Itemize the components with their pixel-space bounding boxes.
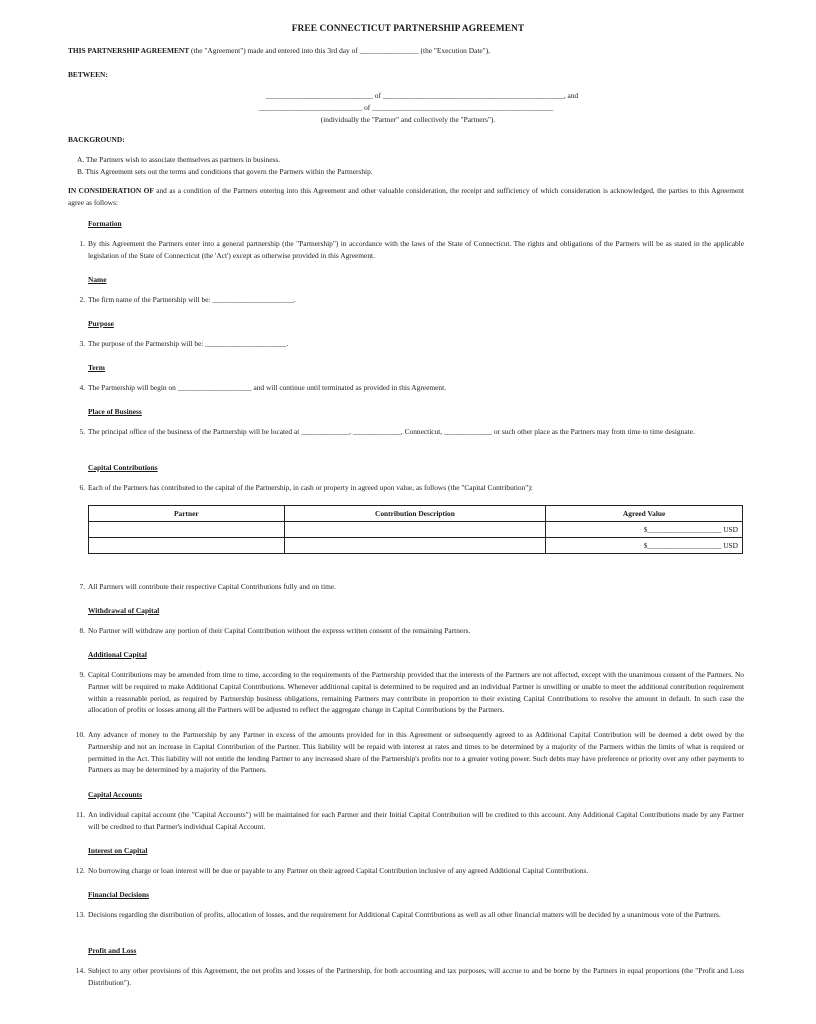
between-heading: BETWEEN: (68, 70, 108, 79)
table-cell-agreed-value: $____________________ USD (546, 538, 743, 554)
party-line-2: ____________________________ of _________________________________________________ (258, 103, 554, 112)
table-header-partner: Partner (89, 506, 285, 522)
consideration-paragraph (68, 185, 744, 209)
party-note: (individually the "Partner" and collectively the "Partners"). (320, 115, 496, 124)
clause-number: 5. (79, 427, 85, 436)
clause-number: 12. (75, 866, 85, 875)
document-title: FREE CONNECTICUT PARTNERSHIP AGREEMENT (291, 24, 525, 34)
table-cell-partner (89, 522, 285, 538)
background-item-a-label: A. (77, 155, 85, 164)
background-item-b (77, 166, 373, 178)
section-heading-additional-capital: Additional Capital (88, 650, 147, 659)
table-cell-description (284, 522, 546, 538)
clause-text: An individual capital account (the "Capital Accounts") will be maintained for each Partner and their Initial Capital Contribution will be credited to this account. Any Additional Capital Contributions made by any Partner will be credited to that Partner's individual Capital Account. (88, 810, 744, 831)
background-heading: BACKGROUND: (68, 135, 125, 144)
party-line-1: _____________________________ of _________________________________________________, and (265, 91, 579, 100)
table-header-description: Contribution Description (284, 506, 546, 522)
section-heading-financial-decisions: Financial Decisions (88, 890, 149, 899)
section-heading-name: Name (88, 275, 107, 284)
clause-number: 13. (75, 910, 85, 919)
clause-text: The Partnership will begin on ____________________ and will continue until terminated as provided in this Agreement. (88, 383, 446, 392)
section-heading-place-of-business: Place of Business (88, 407, 142, 416)
table-header-row (89, 506, 743, 522)
intro-bold: THIS PARTNERSHIP AGREEMENT (68, 46, 190, 55)
table-cell-agreed-value: $____________________ USD (546, 522, 743, 538)
section-heading-capital-accounts: Capital Accounts (88, 790, 142, 799)
clause-number: 3. (79, 339, 85, 348)
clause-text: Subject to any other provisions of this Agreement, the net profits and losses of the Partnership, for both accounting and tax purposes, will accrue to and be borne by the Partners in equal proportions (the "Profit and Loss Distribution"). (88, 966, 744, 987)
table-cell-partner (89, 538, 285, 554)
section-heading-purpose: Purpose (88, 319, 114, 328)
clause-text: Decisions regarding the distribution of profits, allocation of losses, and the requirement for Additional Capital Contributions as well as all other financial matters will be decided by a unanimous vote of the Partners. (88, 910, 721, 919)
table-header-agreed-value: Agreed Value (546, 506, 743, 522)
clause-number: 1. (79, 239, 85, 248)
section-heading-interest: Interest on Capital (88, 846, 148, 855)
section-heading-capital-contributions: Capital Contributions (88, 463, 158, 472)
section-heading-term: Term (88, 363, 105, 372)
background-item-a-text: The Partners wish to associate themselves as partners in business. (85, 155, 281, 164)
section-heading-formation: Formation (88, 219, 122, 228)
clause-number: 11. (76, 810, 85, 819)
clause-number: 8. (79, 626, 85, 635)
background-item-b-text: This Agreement sets out the terms and conditions that govern the Partners within the Partnership. (85, 167, 373, 176)
clause-number: 4. (79, 383, 85, 392)
clause-number: 7. (79, 582, 85, 591)
table-row (89, 538, 743, 554)
clause-number: 9. (79, 670, 85, 679)
section-heading-withdrawal: Withdrawal of Capital (88, 606, 160, 615)
intro-paragraph (68, 45, 490, 57)
consideration-rest: and as a condition of the Partners entering into this Agreement and other valuable consideration, the receipt and sufficiency of which consideration is acknowledged, the parties to this Agreement agree as follows: (68, 186, 745, 207)
clause-number: 2. (79, 295, 85, 304)
capital-contribution-table (88, 505, 743, 554)
clause-text: The firm name of the Partnership will be: ______________________. (88, 295, 296, 304)
intro-rest: (the "Agreement") made and entered into this 3rd day of ________________ (the "Execution Date"), (189, 46, 491, 55)
clause-number: 6. (79, 483, 85, 492)
clause-text: The purpose of the Partnership will be: ______________________. (88, 339, 289, 348)
clause-text: Any advance of money to the Partnership by any Partner in excess of the amounts provided for in this Agreement or subsequently agreed to as Additional Capital Contribution will be deemed a debt owed by the Partnership and not an increase in Capital Contribution of the Partner. This liability will be repaid with interest at rates and times to be determined by a majority of the Partners within the limits of what is required or permitted in the Act. This liability will not entitle the lending Partner to any increased share of the Partnership's profits nor to a greater voting power. Such debts may have preference or priority over any other payments to Partners as may be determined by a majority of the Partners. (88, 730, 744, 775)
clause-text: Capital Contributions may be amended from time to time, according to the requirements of the Partnership provided that the interests of the Partners are not affected, except with the unanimous consent of the Partners. No Partner will be required to make Additional Capital Contributions. Whenever additional capital is determined to be required and an individual Partner is unwilling or unable to meet the additional contribution requirement within a reasonable period, as required by Partnership business obligations, remaining Partners may contribute in proportion to their existing Capital Contributions to resolve the amount in default. In such case the allocation of profits or losses among all the Partners will be adjusted to reflect the aggregate change in Capital Contributions by the Partners. (88, 670, 744, 715)
section-heading-profit-and-loss: Profit and Loss (88, 946, 137, 955)
clause-text: No borrowing charge or loan interest will be due or payable to any Partner on their agreed Capital Contribution inclusive of any agreed Additional Capital Contributions. (88, 866, 589, 875)
clause-text: Each of the Partners has contributed to the capital of the Partnership, in cash or property in agreed upon value, as follows (the "Capital Contribution"): (88, 483, 533, 492)
clause-number: 10. (75, 730, 85, 739)
clause-text: No Partner will withdraw any portion of their Capital Contribution without the express written consent of the remaining Partners. (88, 626, 471, 635)
clause-text: The principal office of the business of the Partnership will be located at _____________, _____________, Connecticut, _____________ or such other place as the Partners may from time to time designate. (88, 427, 695, 436)
table-cell-description (284, 538, 546, 554)
table-row (89, 522, 743, 538)
clause-text: By this Agreement the Partners enter into a general partnership (the "Partnership") in accordance with the laws of the State of Connecticut. The rights and obligations of the Partners will be as stated in the applicable legislation of the State of Connecticut (the 'Act') except as otherwise provided in this Agreement. (88, 239, 744, 260)
background-item-b-label: B. (77, 167, 84, 176)
clause-text: All Partners will contribute their respective Capital Contributions fully and on time. (88, 582, 336, 591)
clause-number: 14. (75, 966, 85, 975)
background-item-a (77, 154, 280, 166)
consideration-bold: IN CONSIDERATION OF (68, 186, 154, 195)
